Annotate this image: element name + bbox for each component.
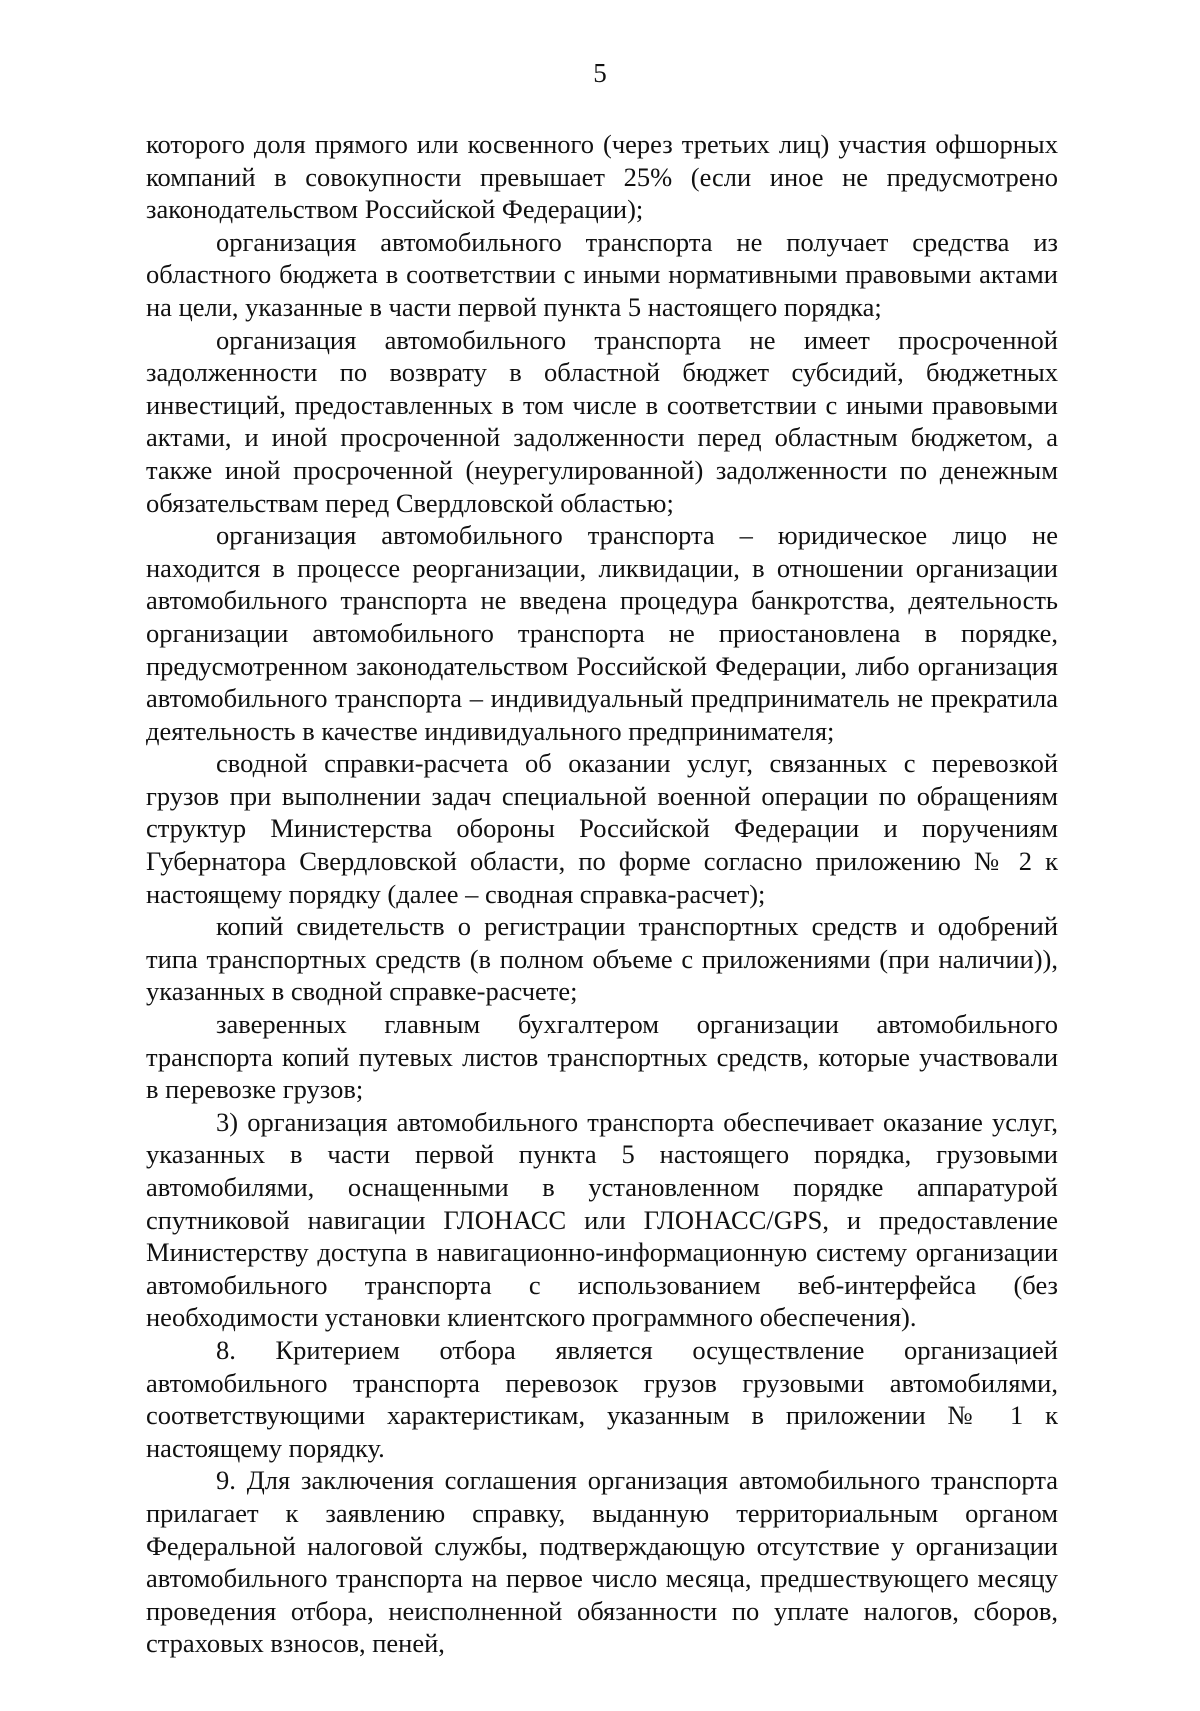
- document-body: [146, 128, 1058, 1660]
- paragraph-no-budget-funds: организация автомобильного транспорта не получает средства из областного бюджета в соответствии с иными нормативными правовыми актами на цели, указанные в части первой пункта 5 настоящего порядка;: [146, 226, 1058, 322]
- paragraph-vehicle-certificates: копий свидетельств о регистрации транспортных средств и одобрений типа транспортных средств (в полном объеме с приложениями (при наличии)), указанных в сводной справке-расчете;: [146, 911, 1058, 1007]
- paragraph-item-3-glonass: 3) организация автомобильного транспорта обеспечивает оказание услуг, указанных в части первой пункта 5 настоящего порядка, грузовыми автомобилями, оснащенными в установленном порядке аппаратурой спутниковой навигации ГЛОНАСС или ГЛОНАСС/GPS, и предоставление Министерству доступа в навигационно-информационную систему организации автомобильного транспорта с использованием веб-интерфейса (без необходимости установки клиентского программного обеспечения).: [146, 1106, 1058, 1333]
- paragraph-no-overdue-debt: организация автомобильного транспорта не имеет просроченной задолженности по возврату в областной бюджет субсидий, бюджетных инвестиций, предоставленных в том числе в соответствии с иными правовыми актами, и иной просроченной задолженности перед областным бюджетом, а также иной просроченной (неурегулированной) задолженности по денежным обязательствам перед Свердловской областью;: [146, 324, 1058, 518]
- paragraph-section-8: 8. Критерием отбора является осуществление организацией автомобильного транспорта перевозок грузов грузовыми автомобилями, соответствующими характеристикам, указанным в приложении № 1 к настоящему порядку.: [146, 1334, 1058, 1463]
- paragraph-continuation: которого доля прямого или косвенного (через третьих лиц) участия офшорных компаний в совокупности превышает 25% (если иное не предусмотрено законодательством Российской Федерации);: [146, 129, 1058, 225]
- paragraph-waybills: заверенных главным бухгалтером организации автомобильного транспорта копий путевых листов транспортных средств, которые участвовали в перевозке грузов;: [146, 1009, 1058, 1105]
- paragraph-summary-certificate: сводной справки-расчета об оказании услуг, связанных с перевозкой грузов при выполнении задач специальной военной операции по обращениям структур Министерства обороны Российской Федерации и поручениям Губернатора Свердловской области, по форме согласно приложению № 2 к настоящему порядку (далее – сводная справка-расчет);: [146, 748, 1058, 909]
- paragraph-section-9: 9. Для заключения соглашения организация автомобильного транспорта прилагает к заявлению справку, выданную территориальным органом Федеральной налоговой службы, подтверждающую отсутствие у организации автомобильного транспорта на первое число месяца, предшествующего месяцу проведения отбора, неисполненной обязанности по уплате налогов, сборов, страховых взносов, пеней,: [146, 1465, 1058, 1659]
- paragraph-no-reorganization: организация автомобильного транспорта – юридическое лицо не находится в процессе реорганизации, ликвидации, в отношении организации автомобильного транспорта не введена процедура банкротства, деятельность организации автомобильного транспорта не приостановлена в порядке, предусмотренном законодательством Российской Федерации, либо организация автомобильного транспорта – индивидуальный предприниматель не прекратила деятельность в качестве индивидуального предпринимателя;: [146, 520, 1058, 746]
- page-number: 5: [593, 58, 607, 88]
